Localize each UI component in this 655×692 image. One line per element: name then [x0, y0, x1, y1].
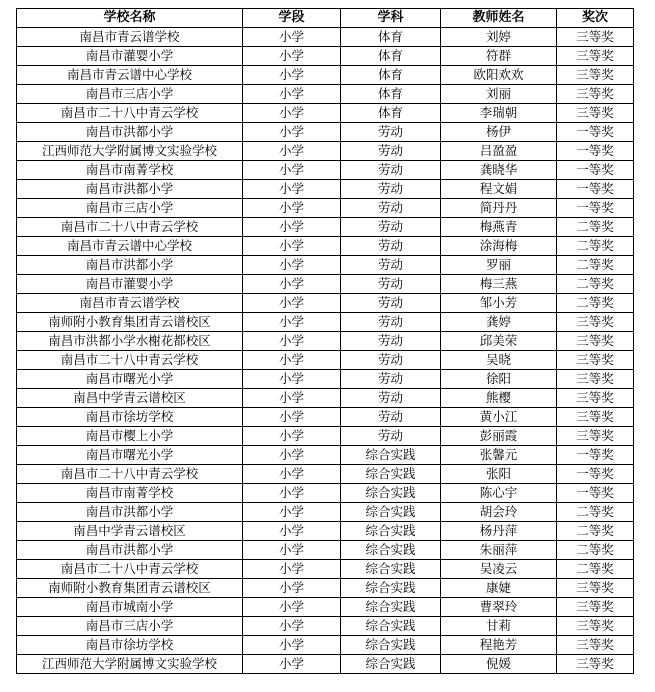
award-cell: 二等奖 — [557, 256, 634, 275]
teacher-cell: 刘丽 — [441, 85, 557, 104]
stage-cell: 小学 — [243, 541, 341, 560]
school-cell: 南昌市二十八中青云学校 — [17, 560, 243, 579]
award-cell: 二等奖 — [557, 541, 634, 560]
subject-cell: 劳动 — [341, 351, 441, 370]
award-cell: 一等奖 — [557, 142, 634, 161]
table-row — [17, 617, 634, 636]
subject-cell: 综合实践 — [341, 446, 441, 465]
award-cell: 三等奖 — [557, 579, 634, 598]
table-row — [17, 104, 634, 123]
stage-cell: 小学 — [243, 389, 341, 408]
teacher-cell: 吴晓 — [441, 351, 557, 370]
subject-cell: 劳动 — [341, 294, 441, 313]
school-cell: 南昌市二十八中青云学校 — [17, 351, 243, 370]
school-cell: 南师附小教育集团青云谱校区 — [17, 579, 243, 598]
school-cell: 南昌市青云谱中心学校 — [17, 66, 243, 85]
award-cell: 三等奖 — [557, 28, 634, 47]
school-cell: 南昌市南菁学校 — [17, 484, 243, 503]
teacher-cell: 刘婷 — [441, 28, 557, 47]
teacher-cell: 朱丽萍 — [441, 541, 557, 560]
teacher-cell: 欧阳欢欢 — [441, 66, 557, 85]
stage-cell: 小学 — [243, 370, 341, 389]
award-cell: 一等奖 — [557, 161, 634, 180]
teacher-cell: 康婕 — [441, 579, 557, 598]
stage-cell: 小学 — [243, 313, 341, 332]
teacher-cell: 邱美荣 — [441, 332, 557, 351]
table-row — [17, 180, 634, 199]
stage-cell: 小学 — [243, 161, 341, 180]
table-row — [17, 275, 634, 294]
table-row — [17, 541, 634, 560]
header-stage: 学段 — [243, 9, 341, 28]
school-cell: 南昌中学青云谱校区 — [17, 522, 243, 541]
header-award: 奖次 — [557, 9, 634, 28]
subject-cell: 综合实践 — [341, 484, 441, 503]
subject-cell: 劳动 — [341, 408, 441, 427]
award-cell: 三等奖 — [557, 655, 634, 674]
subject-cell: 综合实践 — [341, 522, 441, 541]
award-cell: 二等奖 — [557, 503, 634, 522]
school-cell: 南昌市三店小学 — [17, 199, 243, 218]
stage-cell: 小学 — [243, 465, 341, 484]
subject-cell: 综合实践 — [341, 465, 441, 484]
subject-cell: 综合实践 — [341, 541, 441, 560]
subject-cell: 综合实践 — [341, 579, 441, 598]
award-cell: 三等奖 — [557, 427, 634, 446]
award-cell: 三等奖 — [557, 598, 634, 617]
school-cell: 南昌市洪都小学 — [17, 503, 243, 522]
header-row — [17, 9, 634, 28]
award-cell: 三等奖 — [557, 104, 634, 123]
award-table — [16, 8, 634, 674]
award-cell: 二等奖 — [557, 218, 634, 237]
table-row — [17, 142, 634, 161]
teacher-cell: 彭丽霞 — [441, 427, 557, 446]
stage-cell: 小学 — [243, 408, 341, 427]
teacher-cell: 张馨元 — [441, 446, 557, 465]
school-cell: 南昌市三店小学 — [17, 85, 243, 104]
award-cell: 二等奖 — [557, 560, 634, 579]
award-cell: 三等奖 — [557, 408, 634, 427]
subject-cell: 体育 — [341, 66, 441, 85]
stage-cell: 小学 — [243, 351, 341, 370]
subject-cell: 体育 — [341, 47, 441, 66]
award-cell: 三等奖 — [557, 617, 634, 636]
award-cell: 三等奖 — [557, 351, 634, 370]
subject-cell: 劳动 — [341, 161, 441, 180]
stage-cell: 小学 — [243, 218, 341, 237]
school-cell: 南昌市徐坊学校 — [17, 408, 243, 427]
table-row — [17, 446, 634, 465]
teacher-cell: 倪媛 — [441, 655, 557, 674]
teacher-cell: 程文娟 — [441, 180, 557, 199]
stage-cell: 小学 — [243, 636, 341, 655]
stage-cell: 小学 — [243, 655, 341, 674]
school-cell: 南昌市三店小学 — [17, 617, 243, 636]
award-cell: 一等奖 — [557, 123, 634, 142]
stage-cell: 小学 — [243, 123, 341, 142]
teacher-cell: 吴凌云 — [441, 560, 557, 579]
table-row — [17, 28, 634, 47]
school-cell: 江西师范大学附属博文实验学校 — [17, 655, 243, 674]
table-row — [17, 294, 634, 313]
award-cell: 一等奖 — [557, 180, 634, 199]
table-row — [17, 465, 634, 484]
school-cell: 南昌市二十八中青云学校 — [17, 218, 243, 237]
award-cell: 二等奖 — [557, 522, 634, 541]
table-row — [17, 199, 634, 218]
stage-cell: 小学 — [243, 256, 341, 275]
school-cell: 南昌市徐坊学校 — [17, 636, 243, 655]
table-row — [17, 579, 634, 598]
school-cell: 南昌中学青云谱校区 — [17, 389, 243, 408]
table-row — [17, 313, 634, 332]
school-cell: 南昌市青云谱学校 — [17, 28, 243, 47]
table-row — [17, 256, 634, 275]
subject-cell: 劳动 — [341, 389, 441, 408]
table-row — [17, 123, 634, 142]
school-cell: 南昌市二十八中青云学校 — [17, 465, 243, 484]
subject-cell: 劳动 — [341, 256, 441, 275]
subject-cell: 体育 — [341, 28, 441, 47]
school-cell: 南昌市青云谱学校 — [17, 294, 243, 313]
table-row — [17, 427, 634, 446]
school-cell: 南昌市二十八中青云学校 — [17, 104, 243, 123]
school-cell: 南昌市青云谱中心学校 — [17, 237, 243, 256]
table-row — [17, 218, 634, 237]
teacher-cell: 罗丽 — [441, 256, 557, 275]
teacher-cell: 徐阳 — [441, 370, 557, 389]
table-row — [17, 161, 634, 180]
table-row — [17, 655, 634, 674]
table-row — [17, 47, 634, 66]
table-row — [17, 237, 634, 256]
subject-cell: 综合实践 — [341, 655, 441, 674]
teacher-cell: 杨伊 — [441, 123, 557, 142]
table-row — [17, 522, 634, 541]
stage-cell: 小学 — [243, 180, 341, 199]
subject-cell: 劳动 — [341, 332, 441, 351]
teacher-cell: 熊樱 — [441, 389, 557, 408]
stage-cell: 小学 — [243, 427, 341, 446]
table-row — [17, 351, 634, 370]
award-cell: 三等奖 — [557, 636, 634, 655]
stage-cell: 小学 — [243, 85, 341, 104]
award-cell: 一等奖 — [557, 484, 634, 503]
award-cell: 二等奖 — [557, 237, 634, 256]
stage-cell: 小学 — [243, 332, 341, 351]
teacher-cell: 曹翠玲 — [441, 598, 557, 617]
stage-cell: 小学 — [243, 579, 341, 598]
stage-cell: 小学 — [243, 199, 341, 218]
school-cell: 南昌市曙光小学 — [17, 370, 243, 389]
award-cell: 三等奖 — [557, 313, 634, 332]
subject-cell: 劳动 — [341, 370, 441, 389]
award-cell: 三等奖 — [557, 47, 634, 66]
stage-cell: 小学 — [243, 237, 341, 256]
award-cell: 三等奖 — [557, 370, 634, 389]
award-cell: 三等奖 — [557, 66, 634, 85]
subject-cell: 综合实践 — [341, 617, 441, 636]
teacher-cell: 梅三燕 — [441, 275, 557, 294]
award-cell: 三等奖 — [557, 332, 634, 351]
subject-cell: 综合实践 — [341, 503, 441, 522]
subject-cell: 劳动 — [341, 237, 441, 256]
school-cell: 南昌市曙光小学 — [17, 446, 243, 465]
teacher-cell: 陈心宇 — [441, 484, 557, 503]
stage-cell: 小学 — [243, 522, 341, 541]
header-school: 学校名称 — [17, 9, 243, 28]
subject-cell: 劳动 — [341, 275, 441, 294]
table-row — [17, 408, 634, 427]
subject-cell: 劳动 — [341, 123, 441, 142]
subject-cell: 综合实践 — [341, 560, 441, 579]
table-row — [17, 66, 634, 85]
stage-cell: 小学 — [243, 142, 341, 161]
stage-cell: 小学 — [243, 104, 341, 123]
subject-cell: 体育 — [341, 85, 441, 104]
header-teacher: 教师姓名 — [441, 9, 557, 28]
school-cell: 南昌市洪都小学 — [17, 541, 243, 560]
table-row — [17, 503, 634, 522]
teacher-cell: 张阳 — [441, 465, 557, 484]
table-row — [17, 636, 634, 655]
stage-cell: 小学 — [243, 294, 341, 313]
teacher-cell: 邹小芳 — [441, 294, 557, 313]
table-row — [17, 484, 634, 503]
table-row — [17, 389, 634, 408]
teacher-cell: 吕盈盈 — [441, 142, 557, 161]
school-cell: 南昌市洪都小学 — [17, 123, 243, 142]
subject-cell: 劳动 — [341, 218, 441, 237]
stage-cell: 小学 — [243, 275, 341, 294]
teacher-cell: 龚婷 — [441, 313, 557, 332]
school-cell: 南昌市南菁学校 — [17, 161, 243, 180]
award-cell: 一等奖 — [557, 465, 634, 484]
subject-cell: 综合实践 — [341, 636, 441, 655]
award-cell: 三等奖 — [557, 85, 634, 104]
school-cell: 南昌市洪都小学 — [17, 180, 243, 199]
table-row — [17, 370, 634, 389]
subject-cell: 劳动 — [341, 142, 441, 161]
school-cell: 南昌市城南小学 — [17, 598, 243, 617]
school-cell: 南昌市灌婴小学 — [17, 275, 243, 294]
subject-cell: 体育 — [341, 104, 441, 123]
stage-cell: 小学 — [243, 503, 341, 522]
school-cell: 南昌市灌婴小学 — [17, 47, 243, 66]
teacher-cell: 程艳芳 — [441, 636, 557, 655]
table-row — [17, 332, 634, 351]
award-cell: 二等奖 — [557, 275, 634, 294]
school-cell: 南昌市樱上小学 — [17, 427, 243, 446]
teacher-cell: 符群 — [441, 47, 557, 66]
teacher-cell: 龚晓华 — [441, 161, 557, 180]
header-subject: 学科 — [341, 9, 441, 28]
stage-cell: 小学 — [243, 617, 341, 636]
award-cell: 二等奖 — [557, 294, 634, 313]
teacher-cell: 梅燕青 — [441, 218, 557, 237]
stage-cell: 小学 — [243, 47, 341, 66]
award-cell: 三等奖 — [557, 389, 634, 408]
table-row — [17, 598, 634, 617]
award-cell: 一等奖 — [557, 199, 634, 218]
teacher-cell: 涂海梅 — [441, 237, 557, 256]
teacher-cell: 杨丹萍 — [441, 522, 557, 541]
stage-cell: 小学 — [243, 446, 341, 465]
school-cell: 南昌市洪都小学水榭花都校区 — [17, 332, 243, 351]
teacher-cell: 简丹丹 — [441, 199, 557, 218]
subject-cell: 劳动 — [341, 199, 441, 218]
subject-cell: 劳动 — [341, 427, 441, 446]
subject-cell: 劳动 — [341, 180, 441, 199]
award-cell: 一等奖 — [557, 446, 634, 465]
table-row — [17, 85, 634, 104]
school-cell: 南昌市洪都小学 — [17, 256, 243, 275]
stage-cell: 小学 — [243, 598, 341, 617]
stage-cell: 小学 — [243, 66, 341, 85]
stage-cell: 小学 — [243, 484, 341, 503]
subject-cell: 综合实践 — [341, 598, 441, 617]
teacher-cell: 甘莉 — [441, 617, 557, 636]
subject-cell: 劳动 — [341, 313, 441, 332]
table-row — [17, 560, 634, 579]
stage-cell: 小学 — [243, 28, 341, 47]
teacher-cell: 李瑞朝 — [441, 104, 557, 123]
teacher-cell: 黄小江 — [441, 408, 557, 427]
school-cell: 江西师范大学附属博文实验学校 — [17, 142, 243, 161]
school-cell: 南师附小教育集团青云谱校区 — [17, 313, 243, 332]
stage-cell: 小学 — [243, 560, 341, 579]
teacher-cell: 胡会玲 — [441, 503, 557, 522]
